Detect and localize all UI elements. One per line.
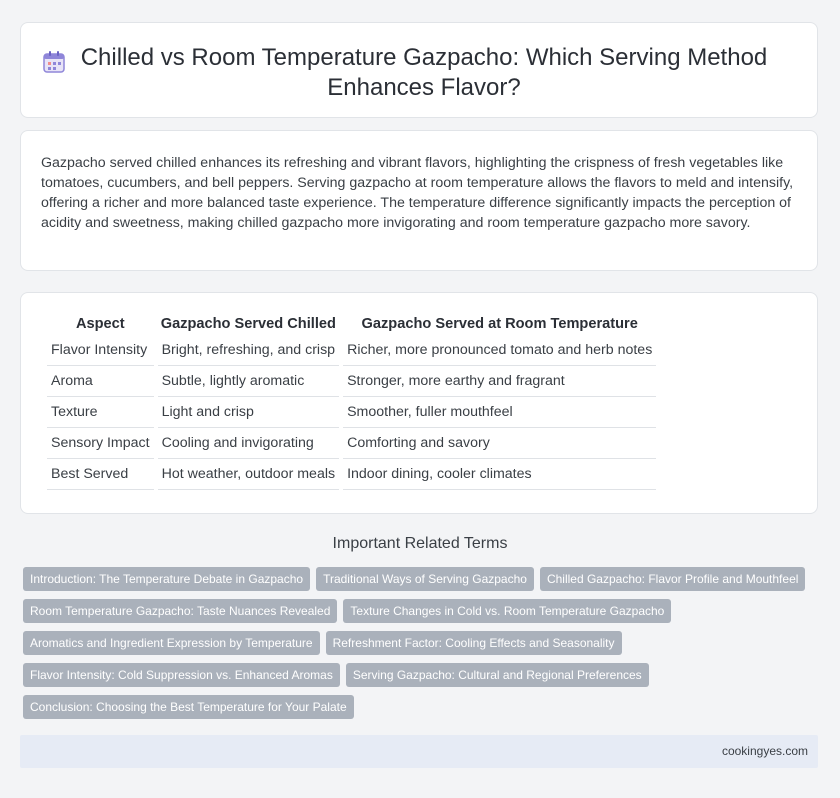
intro-card [20, 130, 818, 271]
related-terms-list [23, 567, 823, 727]
related-term-tag[interactable]: Conclusion: Choosing the Best Temperature for Your Palate [23, 695, 354, 719]
page-title: Chilled vs Room Temperature Gazpacho: Which Serving Method Enhances Flavor? [80, 44, 768, 101]
table-cell: Aroma [47, 366, 154, 397]
related-term-tag[interactable]: Refreshment Factor: Cooling Effects and Seasonality [326, 631, 622, 655]
related-term-tag[interactable]: Texture Changes in Cold vs. Room Temperature Gazpacho [343, 599, 671, 623]
table-row [47, 397, 656, 428]
related-term-tag[interactable]: Traditional Ways of Serving Gazpacho [316, 567, 534, 591]
related-term-tag[interactable]: Serving Gazpacho: Cultural and Regional Preferences [346, 663, 649, 687]
title-card [20, 22, 818, 118]
table-row [47, 459, 656, 490]
table-cell: Richer, more pronounced tomato and herb notes [343, 335, 656, 366]
footer [20, 735, 818, 768]
related-term-tag[interactable]: Chilled Gazpacho: Flavor Profile and Mouthfeel [540, 567, 805, 591]
table-cell: Indoor dining, cooler climates [343, 459, 656, 490]
table-cell: Subtle, lightly aromatic [158, 366, 340, 397]
column-header: Gazpacho Served at Room Temperature [361, 316, 638, 332]
table-cell: Comforting and savory [343, 428, 656, 459]
related-term-tag[interactable]: Aromatics and Ingredient Expression by Temperature [23, 631, 320, 655]
related-term-tag[interactable]: Introduction: The Temperature Debate in Gazpacho [23, 567, 310, 591]
table-cell: Cooling and invigorating [158, 428, 340, 459]
footer-site-link[interactable]: cookingyes.com [721, 744, 808, 758]
related-term-tag[interactable]: Room Temperature Gazpacho: Taste Nuances Revealed [23, 599, 337, 623]
table-cell: Flavor Intensity [47, 335, 154, 366]
column-header: Aspect [75, 316, 125, 332]
related-term-tag[interactable]: Flavor Intensity: Cold Suppression vs. Enhanced Aromas [23, 663, 340, 687]
comparison-table [43, 311, 660, 490]
table-cell: Bright, refreshing, and crisp [158, 335, 340, 366]
table-cell: Stronger, more earthy and fragrant [343, 366, 656, 397]
table-cell: Smoother, fuller mouthfeel [343, 397, 656, 428]
table-cell: Hot weather, outdoor meals [158, 459, 340, 490]
table-cell: Best Served [47, 459, 154, 490]
table-row [47, 366, 656, 397]
table-header-row [47, 311, 656, 335]
column-header: Gazpacho Served Chilled [160, 316, 336, 332]
table-cell: Texture [47, 397, 154, 428]
intro-paragraph: Gazpacho served chilled enhances its refreshing and vibrant flavors, highlighting the crispness of fresh vegetables like tomatoes, cucumbers, and bell peppers. Serving gazpacho at room temperature allows the flavors to meld and intensify, offering a richer and more balanced taste experience. The temperature difference significantly impacts the perception of acidity and sweetness, making chilled gazpacho more invigorating and room temperature gazpacho more savory. [41, 155, 794, 231]
related-terms-heading: Important Related Terms [332, 535, 508, 552]
table-row [47, 428, 656, 459]
table-row [47, 335, 656, 366]
table-cell: Sensory Impact [47, 428, 154, 459]
table-cell: Light and crisp [158, 397, 340, 428]
comparison-card [20, 292, 818, 514]
